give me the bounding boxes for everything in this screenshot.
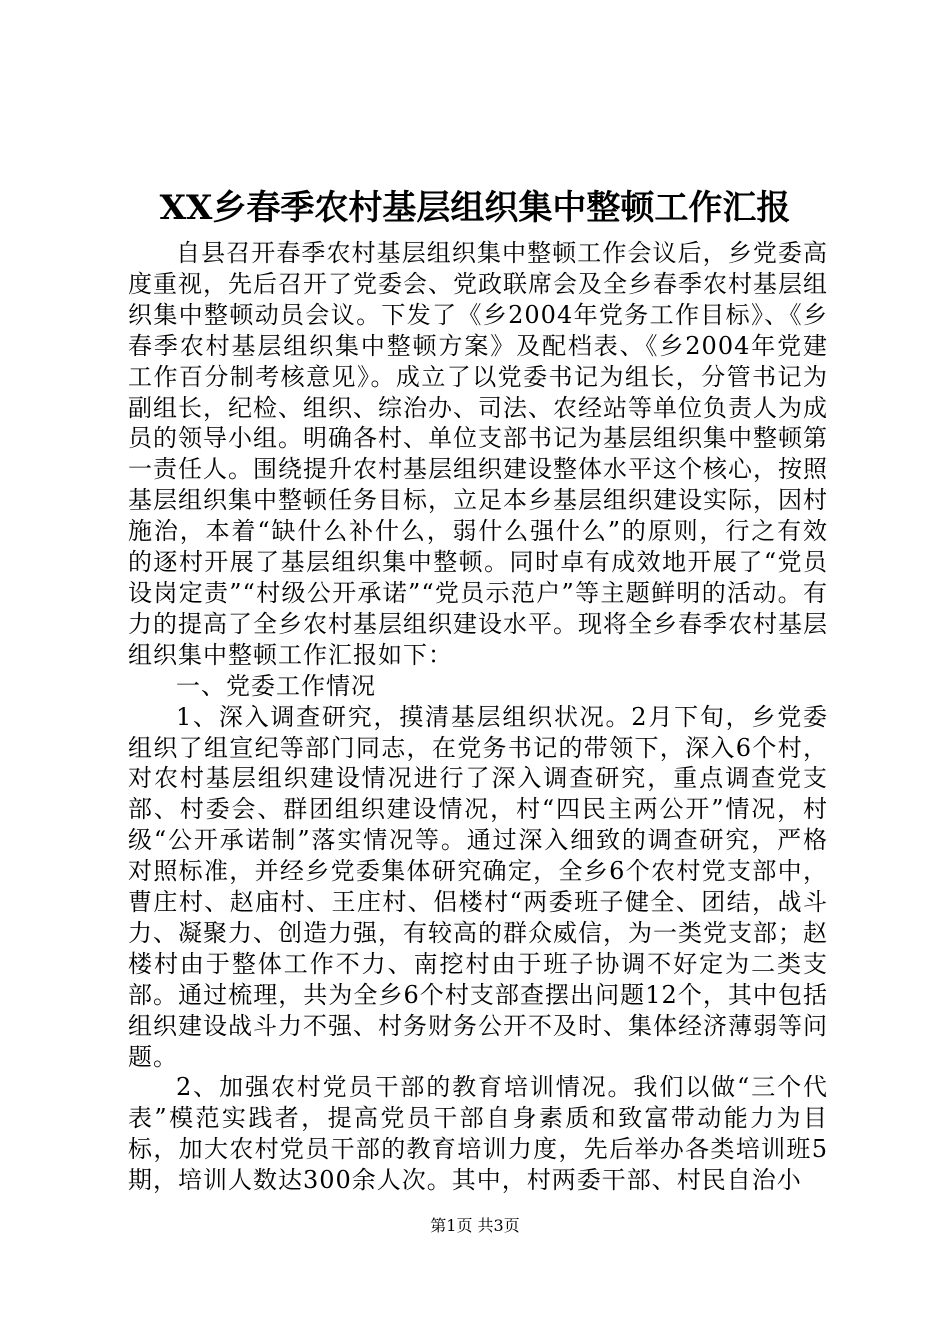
section-heading-party-committee: 一、党委工作情况 (176, 671, 376, 700)
paragraph-intro: 自县召开春季农村基层组织集中整顿工作会议后，乡党委高度重视，先后召开了党委会、党政联席会及全乡春季农村基层组织集中整顿动员会议。下发了《乡2004年党务工作目标》、《乡春季农村基层组织集中整顿方案》及配档表、《乡2004年党建工作百分制考核意见》。成立了以党委书记为组长，分管书记为副组长，纪检、组织、综治办、司法、农经站等单位负责人为成员的领导小组。明确各村、单位支部书记为基层组织集中整顿第一责任人。围绕提升农村基层组织建设整体水平这个核心，按照基层组织集中整顿任务目标，立足本乡基层组织建设实际，因村施治，本着“缺什么补什么，弱什么强什么”的原则，行之有效的逐村开展了基层组织集中整顿。同时卓有成效地开展了“党员设岗定责”“村级公开承诺”“党员示范户”等主题鲜明的活动。有力的提高了全乡农村基层组织建设水平。现将全乡春季农村基层组织集中整顿工作汇报如下： (128, 239, 828, 669)
page-footer: 第1页 共3页 (430, 1216, 520, 1235)
document-title: XX乡春季农村基层组织集中整顿工作汇报 (159, 188, 791, 228)
paragraph-investigation: 1、深入调查研究，摸清基层组织状况。2月下旬，乡党委组织了组宣纪等部门同志，在党务书记的带领下，深入6个村，对农村基层组织建设情况进行了深入调查研究，重点调查党支部、村委会、群团组织建设情况，村“四民主两公开”情况，村级“公开承诺制”落实情况等。通过深入细致的调查研究，严格对照标准，并经乡党委集体研究确定，全乡6个农村党支部中，曹庄村、赵庙村、王庄村、侣楼村“两委班子健全、团结，战斗力、凝聚力、创造力强，有较高的群众威信，为一类党支部；赵楼村由于整体工作不力、南挖村由于班子协调不好定为二类支部。通过梳理，共为全乡6个村支部查摆出问题12个，其中包括组织建设战斗力不强、村务财务公开不及时、集体经济薄弱等问题。 (128, 702, 828, 1071)
paragraph-training: 2、加强农村党员干部的教育培训情况。我们以做“三个代表”模范实践者，提高党员干部自身素质和致富带动能力为目标，加大农村党员干部的教育培训力度，先后举办各类培训班5期，培训人数达300余人次。其中，村两委干部、村民自治小 (128, 1073, 828, 1195)
document-body (128, 238, 828, 1196)
